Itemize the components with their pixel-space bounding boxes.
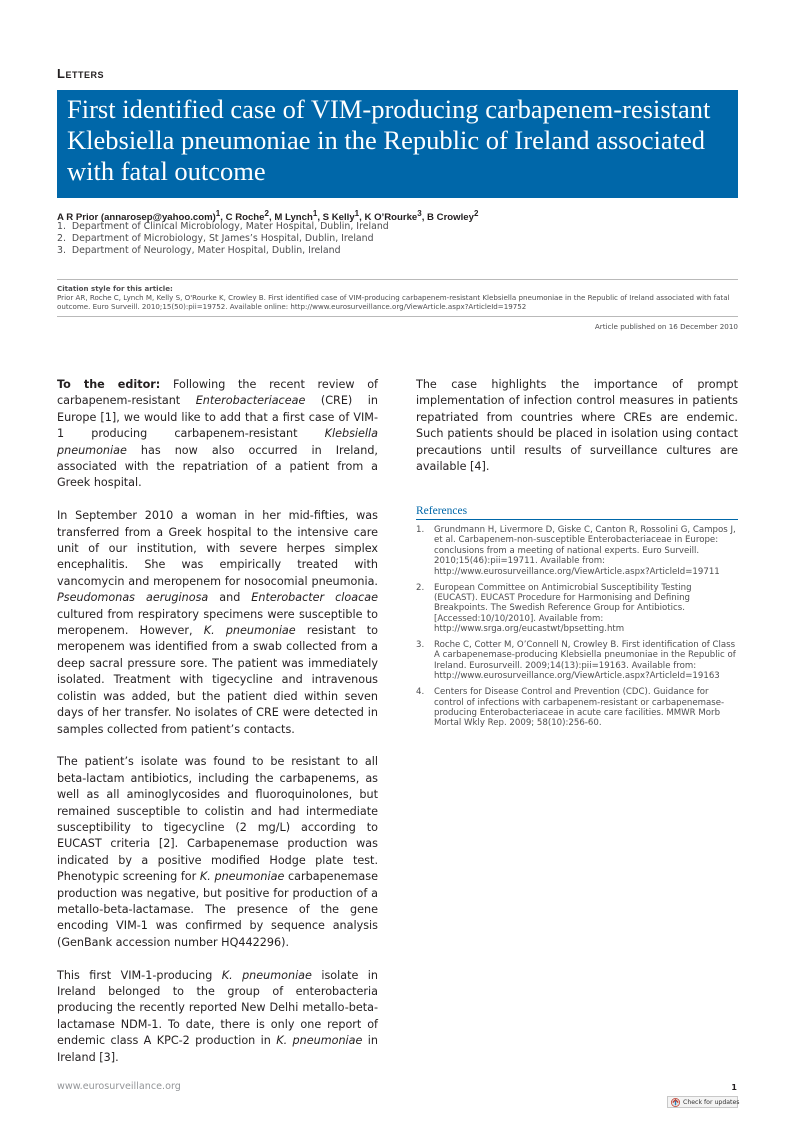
title-banner	[57, 90, 738, 198]
badge-label: Check for updates	[683, 1098, 740, 1106]
author-list: A R Prior (annarosep@yahoo.com)$^1$, C Roche$^2$, M Lynch$^1$, S Kelly$^1$, K O’Rourke$^3$, B Crowley$^2$	[57, 209, 479, 224]
check-for-updates-badge[interactable]	[667, 1096, 738, 1108]
affiliation: 3. Department of Neurology, Mater Hospital, Dublin, Ireland	[57, 245, 341, 256]
reference-item: 4. Centers for Disease Control and Prevention (CDC). Guidance for control of infections with carbapenem-resistant or carbapenemase-producing Enterobacteriaceae in acute care facilities. MMWR Morb Mortal Wkly Rep. 2009; 58(10):256-60.	[416, 687, 725, 729]
page-number: 1	[731, 1083, 737, 1092]
affiliation: 1. Department of Clinical Microbiology, Mater Hospital, Dublin, Ireland	[57, 221, 389, 232]
author-affil-number: 1	[215, 209, 221, 218]
citation-text: Prior AR, Roche C, Lynch M, Kelly S, O'Rourke K, Crowley B. First identified case of VIM-producing carbapenem-resistant Klebsiella pneumoniae in the Republic of Ireland associated with fatal outcome. Euro Surveill. 2010;15(50):pii=19752. Available online: http://www.eurosurveillance.org/ViewArticle.aspx?ArticleId=19752	[57, 293, 730, 311]
author-affil-number: 1	[354, 209, 360, 218]
author-affil-number: 1	[312, 209, 318, 218]
reference-item: 3. Roche C, Cotter M, O’Connell N, Crowley B. First identification of Class A carbapenemase-producing Klebsiella pneumoniae in the Republic of Ireland. Eurosurveill. 2009;14(13):pii=19163. Available from: http://www.eurosurveillance.org/ViewArticle.aspx?ArticleId=19163	[416, 640, 736, 682]
author: B Crowley	[427, 212, 474, 224]
author[interactable]: A R Prior (annarosep@yahoo.com)	[57, 212, 216, 224]
citation-block	[57, 284, 738, 311]
author: K O’Rourke	[364, 212, 418, 224]
author-affil-number: 3	[417, 209, 422, 218]
footer-url[interactable]: www.eurosurveillance.org	[57, 1081, 181, 1092]
divider	[57, 316, 738, 317]
published-date: Article published on 16 December 2010	[594, 322, 738, 331]
divider	[57, 279, 738, 280]
author-affil-number: 2	[473, 209, 479, 218]
author: C Roche	[225, 212, 265, 224]
left-column	[57, 377, 378, 1082]
article-title: First identified case of VIM-producing carbapenem-resistant Klebsiella pneumoniae in the Republic of Ireland associated with fatal outcome	[67, 94, 711, 186]
references-heading: References	[416, 505, 468, 517]
affiliation: 2. Department of Microbiology, St James’s Hospital, Dublin, Ireland	[57, 233, 374, 244]
section-label: Letters	[57, 66, 104, 81]
citation-label: Citation style for this article:	[57, 284, 173, 293]
author-affil-number: 2	[264, 209, 269, 218]
body-paragraph: The patient’s isolate was found to be resistant to all beta-lactam antibiotics, including the carbapenems, as well as all aminoglycosides and fluoroquinolones, but remained susceptible to colistin and had intermediate susceptibility to tigecycline (2 mg/L) according to EUCAST criteria [2]. Carbapenemase production was indicated by a positive modified Hodge plate test. Phenotypic screening for K. pneumoniae carbapenemase production was negative, but positive for production of a metallo-beta-lactamase. The presence of the gene encoding VIM-1 was confirmed by sequence analysis (GenBank accession number HQ442296).	[57, 755, 379, 949]
body-paragraph: To the editor: Following the recent review of carbapenem-resistant Enterobacteriaceae (CRE) in Europe [1], we would like to add that a first case of VIM-1 producing carbapenem-resistant Klebsiella pneumoniae has now also occurred in Ireland, associated with the repatriation of a patient from a Greek hospital.	[57, 378, 379, 490]
affiliations	[57, 221, 389, 257]
reference-item: 1. Grundmann H, Livermore D, Giske C, Canton R, Rossolini G, Campos J, et al. Carbapenem-non-susceptible Enterobacteriaceae in Europe: conclusions from a meeting of national experts. Euro Surveill. 2010;15(46):pii=19711. Available from: http://www.eurosurveillance.org/ViewArticle.aspx?ArticleId=19711	[416, 525, 736, 577]
body-paragraph: This first VIM-1-producing K. pneumoniae isolate in Ireland belonged to the group of enterobacteria producing the recently reported New Delhi metallo-beta-lactamase NDM-1. To date, there is only one report of endemic class A KPC-2 production in K. pneumoniae in Ireland [3].	[57, 968, 378, 1064]
references-divider	[416, 519, 738, 520]
body-paragraph: The case highlights the importance of prompt implementation of infection control measures in patients repatriated from countries where CREs are endemic. Such patients should be placed in isolation using contact precautions until results of surveillance cultures are available [4].	[416, 378, 738, 474]
body-paragraph: In September 2010 a woman in her mid-fifties, was transferred from a Greek hospital to the intensive care unit of our institution, with severe herpes simplex encephalitis. She was empirically treated with vancomycin and meropenem for nosocomial pneumonia. Pseudomonas aeruginosa and Enterobacter cloacae cultured from respiratory specimens were susceptible to meropenem. However, K. pneumoniae resistant to meropenem was identified from a swab collected from a deep sacral pressure sore. The patient was immediately isolated. Treatment with tigecycline and intravenous colistin was added, but the patient died within seven days of her transfer. No isolates of CRE were detected in samples collected from patient’s contacts.	[57, 509, 379, 736]
author: S Kelly	[322, 212, 355, 224]
crossmark-icon	[671, 1098, 680, 1107]
reference-item: 2. European Committee on Antimicrobial Susceptibility Testing (EUCAST). EUCAST Procedure for Harmonising and Defining Breakpoints. The Swedish Reference Group for Antibiotics. [Accessed:10/10/2010]. Available from: http://www.srga.org/eucastwt/bpsetting.htm	[416, 582, 692, 635]
author: M Lynch	[274, 212, 313, 224]
reference-list	[416, 525, 738, 734]
right-column	[416, 377, 738, 492]
